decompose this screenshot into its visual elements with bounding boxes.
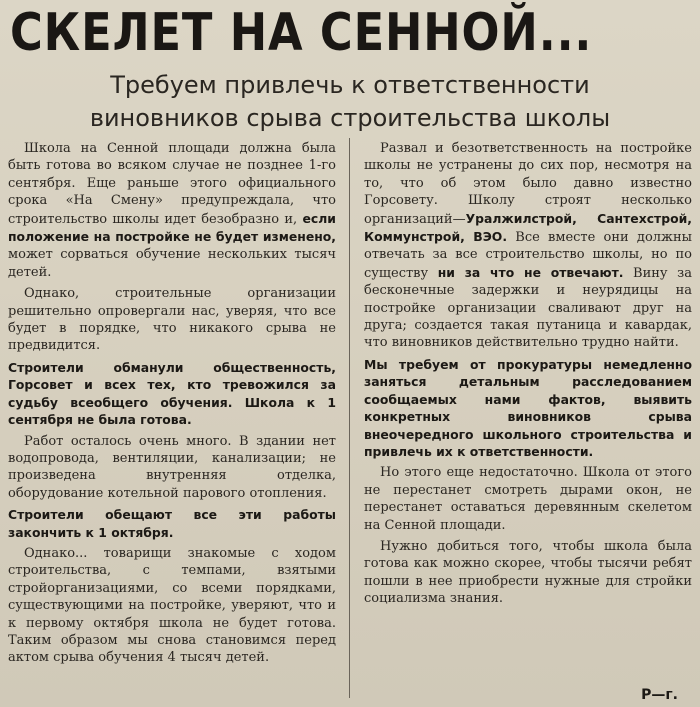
author-signature: Р—г.: [641, 687, 678, 703]
left-paragraph-4-bold: Строители обещают все эти работы закончить к 1 октября.: [8, 507, 336, 540]
right-p1-mid: Все вместе они должны отвечать за все строительство школы, но по существу: [364, 230, 692, 281]
left-paragraph-2: Однако, строительные организации решительно опровергали нас, уверяя, что все будет в порядке, что никакого срыва не предвидится.: [8, 286, 336, 354]
left-column: [8, 140, 336, 671]
left-p1-end: может сорваться обучение нескольких тысяч детей.: [8, 247, 336, 280]
left-paragraph-5: Однако... товарищи знакомые с ходом строительства, с темпами, взятыми стройорганизациями, со всеми порядками, существующими на постройке, уверяют, что и к первому октября школа не будет готова. Таким образом мы снова становимся перед актом срыва обучения 4 тысяч детей.: [8, 545, 336, 666]
right-p1-end: Вину за бесконечные задержки и неурядицы на постройке организации сваливают друг на друга; создается такая путаница и кавардак, что виновников действительно трудно найти.: [364, 265, 692, 351]
left-paragraph-3-bold: Строители обманули общественность, Горсовет и всех тех, кто тревожился за судьбу всеобщего обучения. Школа к 1 сентября не была готова.: [8, 359, 336, 428]
right-p1-orgs: Уралжилстрой, Сантехстрой, Коммунстрой, ВЭО.: [364, 210, 692, 245]
right-paragraph-1: [364, 140, 692, 352]
headline: СКЕЛЕТ НА СЕННОЙ...: [10, 3, 593, 63]
right-p1-start: Развал и безответственность на постройке школы не устранены до сих пор, несмотря на то, что об этом было давно известно Горсовету. Школу строят несколько организаций—: [364, 141, 692, 227]
right-paragraph-3: Но этого еще недостаточно. Школа от этого не перестанет смотреть дырами окон, не перестанет оставаться деревянным скелетом на Сенной площади.: [364, 465, 692, 533]
right-paragraph-4: Нужно добиться того, чтобы школа была готова как можно скорее, чтобы тысячи ребят пошли в нее приобрести нужные для стройки социализма знания.: [364, 538, 692, 607]
subheadline-line-2: виновников срыва строительства школы: [89, 104, 611, 132]
right-column: [364, 140, 692, 612]
left-paragraph-3-rest: Работ осталось очень много. В здании нет водопровода, вентиляции, канализации; не произведена внутренняя отделка, оборудование котельной парового отопления.: [8, 433, 336, 501]
left-paragraph-1: [8, 140, 336, 281]
right-paragraph-2-bold: Мы требуем от прокуратуры немедленно заняться детальным расследованием сообщаемых нами фактов, выявить конкретных виновников срыва внеочередного школьного строительства и привлечь их к ответственности.: [364, 356, 692, 459]
column-divider: [349, 138, 350, 698]
right-p1-nobody: ни за что не отвечают.: [437, 264, 624, 280]
subheadline-line-1: Требуем привлечь к ответственности: [110, 71, 590, 99]
left-p1-start: Школа на Сенной площади должна была быть готова во всяком случае не позднее 1-го сентября. Еще раньше этого официального срока «На Смену» предупреждала, что строительство школы идет безобразно и,: [8, 141, 336, 227]
left-p1-bold: если положение на постройке не будет изменено,: [8, 210, 336, 245]
